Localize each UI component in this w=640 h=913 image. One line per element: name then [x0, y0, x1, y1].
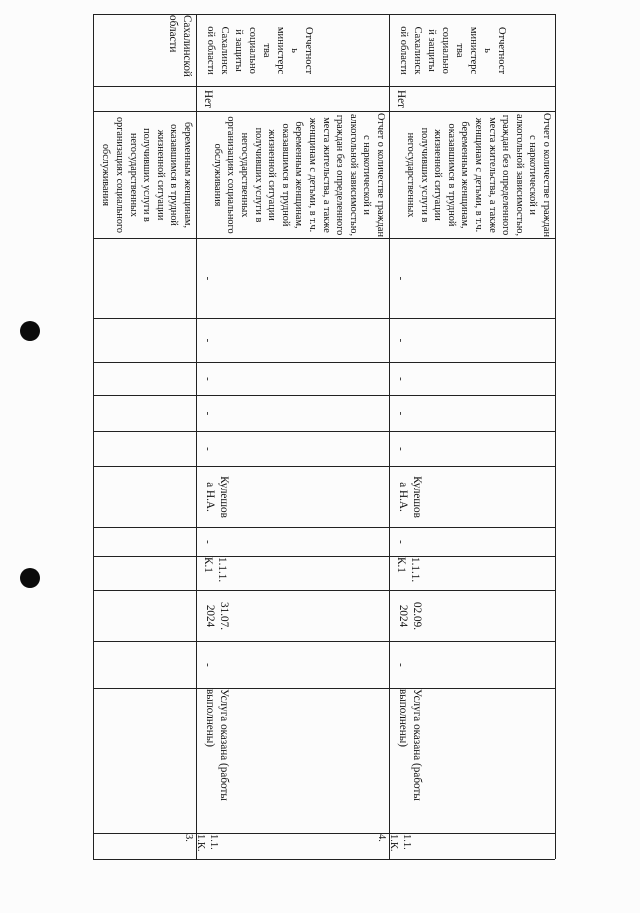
row-2-date-cell — [390, 591, 555, 641]
row-1-result-cell — [197, 689, 389, 833]
row-1-code-cell — [197, 557, 389, 590]
row-1-dash-cell — [197, 396, 389, 431]
row-2-dash-cell — [390, 239, 555, 318]
row-flag: Нет — [395, 90, 407, 108]
row-2-dash-cell — [390, 642, 555, 688]
row-result: Услуга оказана (работы выполнены) — [396, 689, 423, 801]
row-2-result-cell — [390, 689, 555, 833]
row-empty-value: - — [202, 447, 214, 451]
row-person: Кулешов а Н.А. — [396, 476, 423, 518]
row-1-dash-cell — [197, 432, 389, 466]
row-2-dash-cell — [390, 432, 555, 466]
row-person: Кулешов а Н.А. — [203, 476, 230, 518]
row-empty-value: - — [202, 663, 214, 667]
row-1-flag-cell — [197, 87, 389, 111]
row-report: Отчет о количестве граждан с наркотической и алкогольной зависимостью, граждан без определенного места жительства, а также женщинам с детьми, в т.ч. беременным женщинам, оказавшимся в трудной жизненной ситуации получивших услуги в негосударственных организациях социального обслуживания — [211, 112, 386, 238]
row-empty-value: - — [202, 276, 214, 281]
prev-row-report-cell — [94, 112, 196, 238]
row-empty-value: - — [202, 540, 214, 544]
row-empty-value: - — [395, 411, 407, 416]
row-2-flag-cell — [390, 87, 555, 111]
prev-row-source-cell — [94, 15, 196, 86]
row-1-id-cell — [183, 834, 389, 859]
row-2-dash-cell — [390, 363, 555, 395]
row-1-person-cell — [197, 467, 389, 527]
row-code: 1.1.1. К.1 — [394, 557, 421, 583]
row-report: Отчет о количестве граждан с наркотической и алкогольной зависимостью, граждан без определенного места жительства, а также женщинам с детьми, в т.ч. беременным женщинам, оказавшимся в трудной жизненной ситуации получивших услуги в негосударственных — [405, 112, 552, 238]
row-1-dash-cell — [197, 319, 389, 362]
org-header-text: Сахалинской области — [166, 15, 193, 77]
row-1-source-cell — [197, 15, 389, 86]
row-2-dash-cell — [390, 319, 555, 362]
row-2-dash-cell — [390, 396, 555, 431]
row-source: Отчетност ь министерс тва социально й защиты Сахалинск ой области — [398, 26, 507, 75]
row-date: 31.07. 2024 — [203, 602, 230, 630]
row-code: 1.1.1. К.1 — [201, 557, 228, 583]
row-empty-value: - — [395, 540, 407, 544]
row-empty-value: - — [395, 663, 407, 667]
row-1-dash-cell — [197, 363, 389, 395]
row-1-report-cell — [197, 112, 389, 238]
row-2-source-cell — [390, 15, 555, 86]
punch-hole — [20, 321, 40, 341]
row-1-dash-cell — [197, 528, 389, 556]
row-date: 02.09. 2024 — [396, 602, 423, 630]
row-id: 1.1. 1.К. 3. — [183, 834, 219, 852]
row-2-id-cell — [376, 834, 555, 859]
punch-hole — [20, 568, 40, 588]
row-2-code-cell — [390, 557, 555, 590]
row-2-report-cell — [390, 112, 555, 238]
row-empty-value: - — [395, 447, 407, 451]
row-empty-value: - — [395, 276, 407, 281]
row-flag: Нет — [202, 90, 214, 108]
row-1-date-cell — [197, 591, 389, 641]
row-2-person-cell — [390, 467, 555, 527]
row-result: Услуга оказана (работы выполнены) — [203, 689, 230, 801]
row-empty-value: - — [202, 411, 214, 416]
table-border — [93, 859, 555, 860]
table-border — [555, 14, 556, 859]
row-1-dash-cell — [197, 642, 389, 688]
row-id: 1.1. 1.К. 4. — [376, 834, 412, 852]
row-empty-value: - — [202, 338, 214, 343]
row-empty-value: - — [395, 338, 407, 343]
row-empty-value: - — [202, 377, 214, 381]
row-2-dash-cell — [390, 528, 555, 556]
row-source: Отчетност ь министерс тва социально й защиты Сахалинск ой области — [205, 26, 314, 75]
row-empty-value: - — [395, 377, 407, 381]
prev-row-report-text: беременным женщинам, оказавшимся в трудной жизненной ситуации получивших услуги в негосударственных организациях социального обслуживания — [100, 117, 193, 233]
row-1-dash-cell — [197, 239, 389, 318]
